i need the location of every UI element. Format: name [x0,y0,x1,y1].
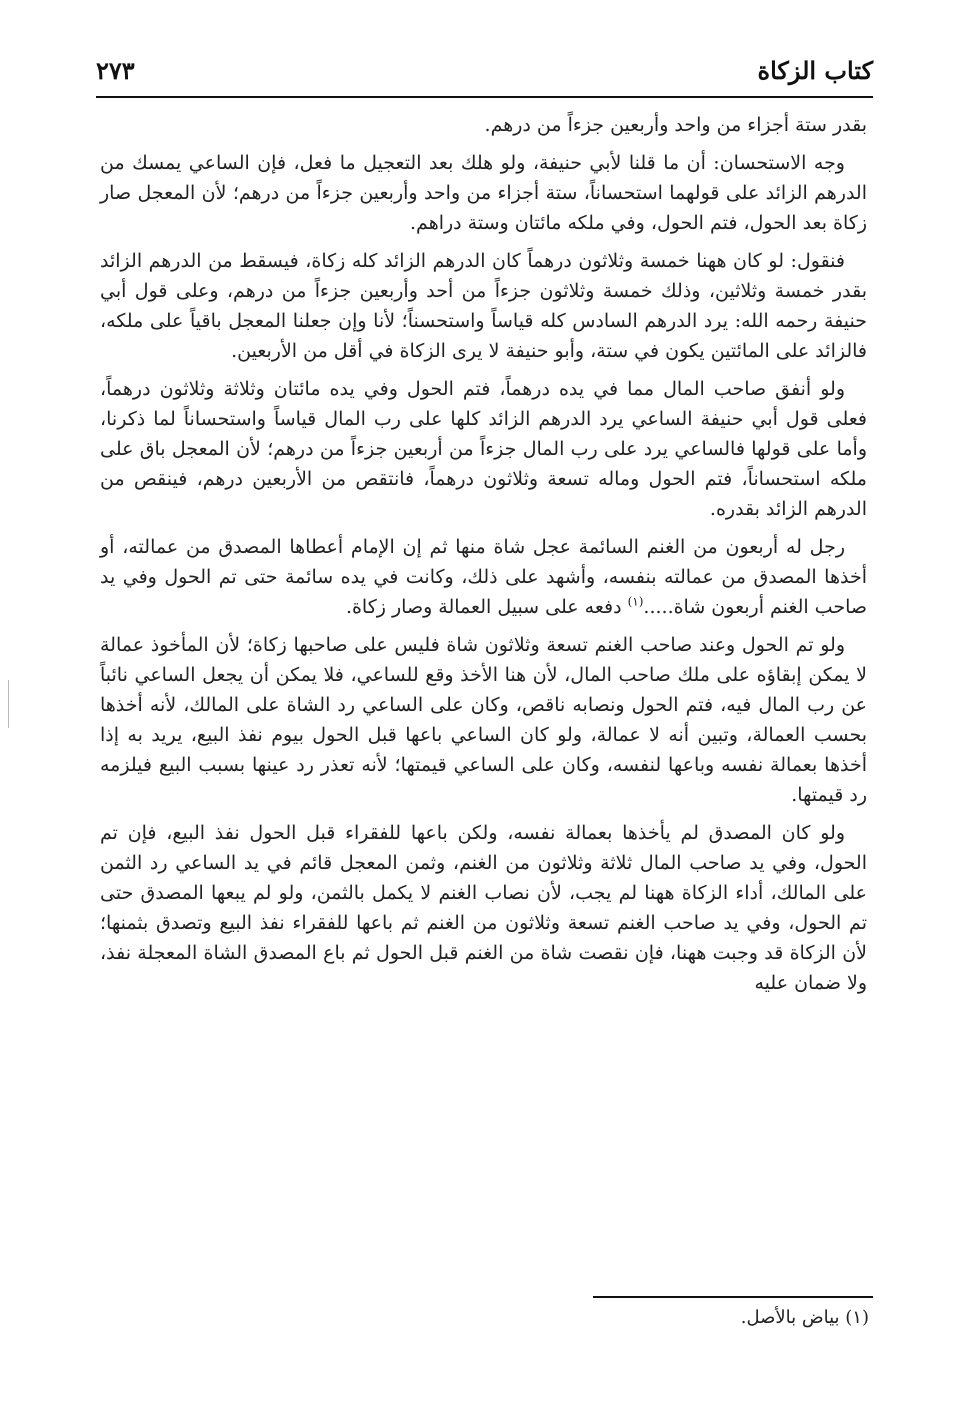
paragraph-3: فنقول: لو كان ههنا خمسة وثلاثون درهماً كان الدرهم الزائد كله زكاة، فيسقط من الدرهم الزائد بقدر خمسة وثلاثين، وذلك خمسة وثلاثون جزءاً من أحد وأربعين جزءاً من درهم، وعلى قول أبي حنيفة رحمه الله: يرد الدرهم السادس كله قياساً واستحسناً؛ لأنا وإن جعلنا المعجل باقياً على ملكه، فالزائد على المائتين يكون في ستة، وأبو حنيفة لا يرى الزكاة في أقل من الأربعين. [100,250,867,362]
paragraph-5 [100,532,867,622]
scan-margin-mark [8,680,9,728]
paragraph-4: ولو أنفق صاحب المال مما في يده درهماً، فتم الحول وفي يده مائتان وثلاثة وثلاثون درهماً، فعلى قول أبي حنيفة الساعي يرد الدرهم الزائد كلها على رب المال قياساً واستحساناً لما ذكرنا، وأما على قولها فالساعي يرد على رب المال جزءاً من أربعين جزءاً من درهم؛ لأن المعجل باق على ملكه استحساناً، فتم الحول وماله تسعة وثلاثون درهماً، فانتقص من الأربعين درهم، فينقص من الدرهم الزائد بقدره. [100,378,867,520]
chapter-title: كتاب الزكاة [757,56,873,85]
footnote-number: (١) [845,1307,869,1328]
paragraph-5-text: رجل له أربعون من الغنم السائمة عجل شاة منها ثم إن الإمام أعطاها المصدق من عمالته، أو أخذها المصدق من عمالته بنفسه، وأشهد على ذلك، وكانت في يده سائمة حتى تم الحول وفي يد صاحب الغنم أربعون شاة..... [100,536,867,618]
paragraph-5-tail: دفعه على سبيل العمالة وصار زكاة. [345,596,622,618]
footnote-reference: (١) [627,594,644,609]
page-number: ٢٧٣ [96,56,135,85]
paragraph-6: ولو تم الحول وعند صاحب الغنم تسعة وثلاثون شاة فليس على صاحبها زكاة؛ لأن المأخوذ عمالة لا يمكن إبقاؤه على ملك صاحب المال، لأن هنا الأخذ وقع للساعي، فلا يمكن أن يجعل الساعي نائباً عن رب المال فيه، فتم الحول ونصابه ناقص، وكان على الساعي رد الشاة على المالك، لأنه أخذها بحسب العمالة، وتبين أنه لا عمالة، ولو كان الساعي باعها قبل الحول بيوم نفذ البيع، يريد به إذا أخذها بعمالة نفسه وباعها لنفسه، وكان على الساعي قيمتها؛ لأنه تعذر رد عينها بسبب البيع فيلزمه رد قيمتها. [100,634,867,806]
footnote [741,1305,869,1331]
paragraph-7: ولو كان المصدق لم يأخذها بعمالة نفسه، ولكن باعها للفقراء قبل الحول نفذ البيع، فإن تم الحول، وفي يد صاحب المال ثلاثة وثلاثون من الغنم، وثمن المعجل قائم في يد الساعي رد الثمن على المالك، أداء الزكاة ههنا لم يجب، لأن نصاب الغنم لا يكمل بالثمن، ولو لم يبعها المصدق حتى تم الحول، وفي يد صاحب الغنم تسعة وثلاثون من الغنم ثم باعها للفقراء نفذ البيع وتصدق بثمنها؛ لأن الزكاة قد وجبت ههنا، فإن نقصت شاة من الغنم قبل الحول ثم باع المصدق الشاة المعجلة نفذ، ولا ضمان عليه [100,822,867,994]
header-divider [96,96,873,98]
page-header [96,52,873,94]
body-text [100,110,867,1006]
paragraph-2: وجه الاستحسان: أن ما قلنا لأبي حنيفة، ولو هلك بعد التعجيل ما فعل، فإن الساعي يمسك من الدرهم الزائد على قولهما استحساناً، ستة أجزاء من واحد وأربعين جزءاً من درهم؛ لأن المعجل صار زكاة بعد الحول، فتم الحول، وفي ملكه مائتان وستة دراهم. [100,152,867,234]
paragraph-1: بقدر ستة أجزاء من واحد وأربعين جزءاً من درهم. [484,114,867,136]
footnote-text: بياض بالأصل. [740,1307,840,1328]
footnote-divider [593,1296,873,1298]
